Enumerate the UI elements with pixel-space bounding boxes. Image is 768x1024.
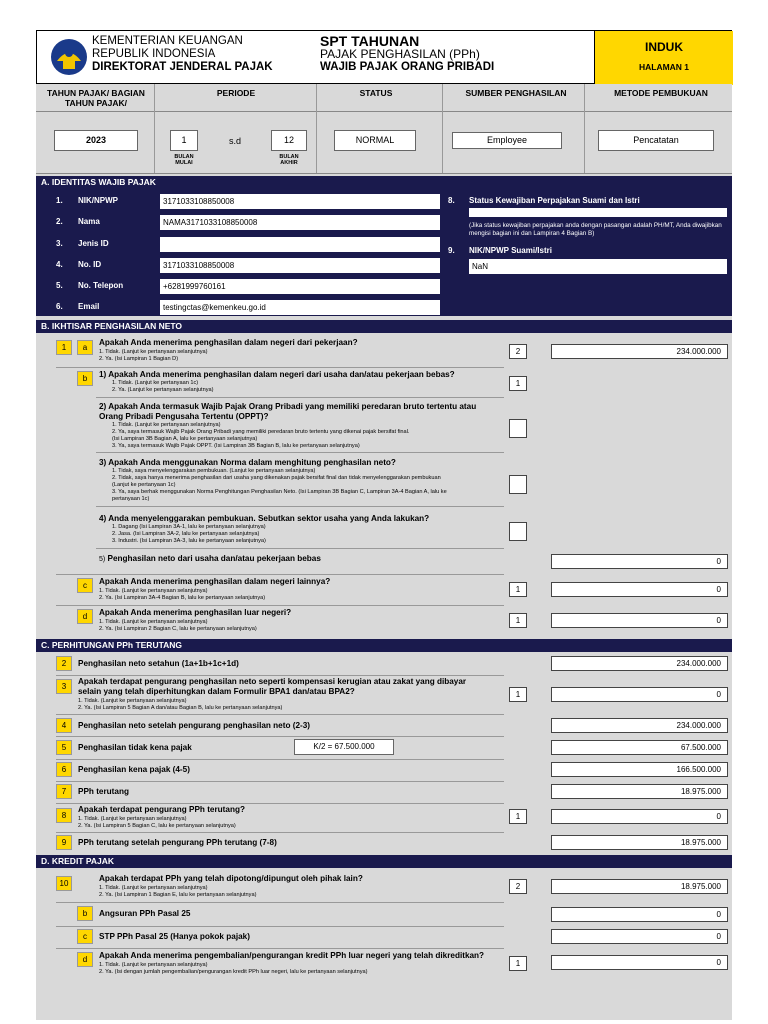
status-suami-istri-input[interactable] [469, 208, 727, 217]
q1b4-answer[interactable] [509, 522, 527, 541]
section-a-header: A. IDENTITAS WAJIB PAJAK [36, 176, 732, 189]
q1d-value[interactable]: 0 [551, 613, 728, 628]
bulan-mulai-field[interactable]: 1 [170, 130, 198, 151]
q1b4-block [99, 514, 429, 524]
field-1-no: 1. [56, 196, 63, 205]
nama-input[interactable]: NAMA3171033108850008 [160, 215, 440, 230]
induk-badge [594, 31, 733, 85]
col-tahun: TAHUN PAJAK/ BAGIAN TAHUN PAJAK/ [47, 88, 145, 108]
field-8-note: (Jika status kewajiban perpajakan anda dengan pasangan adalah PH/MT, Anda diwajibkan mengisi bagian ini dan Lampiran 4 Bagian B) [469, 222, 722, 237]
field-8-label: Status Kewajiban Perpajakan Suami dan Istri [469, 196, 640, 205]
telepon-input[interactable]: +6281999760161 [160, 279, 440, 294]
form-header [36, 30, 732, 84]
r3-text: Apakah terdapat pengurang penghasilan neto seperti kompensasi kerugian atau zakat yang dibayar selain yang telah diperhitungkan dalam Formulir BPA1 dan/atau BPA2? [78, 677, 467, 696]
q1b3-opt1: 1. Tidak, saya menyelenggarakan pembukuan. (Lanjut ke pertanyaan selanjutnya) [112, 468, 316, 474]
row-1d-letter: d [77, 609, 93, 624]
q1b4-opt2: 2. Jasa. (Isi Lampiran 3A-2, lalu ke pertanyaan selanjutnya) [112, 531, 260, 537]
row-10b-letter: b [77, 906, 93, 921]
r9-value[interactable]: 18.975.000 [551, 835, 728, 850]
r10b-value[interactable]: 0 [551, 907, 728, 922]
field-9-label: NIK/NPWP Suami/Istri [469, 246, 552, 255]
section-c-header: C. PERHITUNGAN PPh TERUTANG [36, 639, 732, 652]
row-10c-letter: c [77, 929, 93, 944]
q1b5-value[interactable]: 0 [551, 554, 728, 569]
q1b4-opt1: 1. Dagang (Isi Lampiran 3A-1, lalu ke pertanyaan selanjutnya) [112, 524, 266, 530]
email-input[interactable]: testingctas@kemenkeu.go.id [160, 300, 440, 315]
ministry-line-1: KEMENTERIAN KEUANGAN [92, 35, 243, 47]
q1a-opt1: 1. Tidak. (Lanjut ke pertanyaan selanjutnya) [99, 349, 208, 355]
column-headers [36, 84, 732, 112]
row-10d-letter: d [77, 952, 93, 967]
q1c-opt2: 2. Ya. (Isi Lampiran 3A-4 Bagian B, lalu ke pertanyaan selanjutnya) [99, 595, 266, 601]
q1b2-answer[interactable] [509, 419, 527, 438]
field-6-label: Email [78, 302, 100, 311]
q1b1-text: Apakah Anda menerima penghasilan dalam negeri dari usaha dan/atau pekerjaan bebas? [108, 370, 455, 379]
r10c-text: STP PPh Pasal 25 (Hanya pokok pajak) [99, 932, 250, 941]
r2-text: Penghasilan neto setahun (1a+1b+1c+1d) [78, 659, 239, 668]
q1a-opt2: 2. Ya. (Isi Lampiran 1 Bagian D) [99, 356, 179, 362]
spt-form [36, 30, 732, 1020]
r10a-opt2: 2. Ya. (Isi Lampiran 1 Bagian E, lalu ke pertanyaan selanjutnya) [99, 892, 257, 898]
field-2-label: Nama [78, 217, 100, 226]
q1b3-prefix: 3) [99, 458, 107, 467]
r9-text: PPh terutang setelah pengurang PPh terutang (7-8) [78, 838, 277, 847]
r10d-opt1: 1. Tidak. (Lanjut ke pertanyaan selanjutnya) [99, 962, 208, 968]
r10a-answer[interactable]: 2 [509, 879, 527, 894]
r8-opt1: 1. Tidak. (Lanjut ke pertanyaan selanjutnya) [78, 816, 187, 822]
q1c-opt1: 1. Tidak. (Lanjut ke pertanyaan selanjutnya) [99, 588, 208, 594]
q1d-answer[interactable]: 1 [509, 613, 527, 628]
r7-text: PPh terutang [78, 787, 129, 796]
row-3-number: 3 [56, 679, 72, 694]
q1b3-answer[interactable] [509, 475, 527, 494]
r5-text: Penghasilan tidak kena pajak [78, 743, 192, 752]
r10a-opt1: 1. Tidak. (Lanjut ke pertanyaan selanjutnya) [99, 885, 208, 891]
q1a-value[interactable]: 234.000.000 [551, 344, 728, 359]
r4-text: Penghasilan neto setelah pengurang penghasilan neto (2-3) [78, 721, 311, 730]
q1b1-prefix: 1) [99, 370, 107, 379]
field-2-no: 2. [56, 217, 63, 226]
q1b2-opt1: 1. Tidak. (Lanjut ke pertanyaan selanjutnya) [112, 422, 221, 428]
r6-text: Penghasilan kena pajak (4-5) [78, 765, 190, 774]
r10d-text: Apakah Anda menerima pengembalian/pengurangan kredit PPh luar negeri yang telah dikreditkan? [99, 951, 485, 960]
col-sumber: SUMBER PENGHASILAN [465, 88, 567, 98]
q1b2-block [99, 402, 489, 422]
q1b3-text: Apakah Anda menggunakan Norma dalam menghitung penghasilan neto? [108, 458, 396, 467]
ministry-name [92, 35, 273, 74]
q1c-value[interactable]: 0 [551, 582, 728, 597]
q1b5-text: Penghasilan neto dari usaha dan/atau pekerjaan bebas [107, 554, 321, 563]
spt-title-block [320, 35, 494, 74]
tahun-field[interactable]: 2023 [54, 130, 138, 151]
section-b-header: B. IKHTISAR PENGHASILAN NETO [36, 320, 732, 333]
r7-value[interactable]: 18.975.000 [551, 784, 728, 799]
field-3-no: 3. [56, 239, 63, 248]
r6-value[interactable]: 166.500.000 [551, 762, 728, 777]
q1b2-opt2b: (Isi Lampiran 3B Bagian A, lalu ke pertanyaan selanjutnya) [112, 436, 258, 442]
q1d-text: Apakah Anda menerima penghasilan luar negeri? [99, 608, 292, 617]
field-9-no: 9. [448, 246, 455, 255]
row-2-number: 2 [56, 656, 72, 671]
r10d-opt2: 2. Ya. (Isi dengan jumlah pengembalian/pengurangan kredit PPh luar negeri, lalu ke pertanyaan selanjutnya) [99, 969, 368, 975]
q1b5-block [99, 554, 321, 564]
r10d-answer[interactable]: 1 [509, 956, 527, 971]
spt-subtitle: PAJAK PENGHASILAN (PPh) [320, 47, 480, 61]
row-1a-letter: a [77, 340, 93, 355]
r3-answer[interactable]: 1 [509, 687, 527, 702]
row-6-number: 6 [56, 762, 72, 777]
q1b2-prefix: 2) [99, 402, 107, 411]
q1a-text: Apakah Anda menerima penghasilan dalam negeri dari pekerjaan? [99, 338, 358, 347]
col-metode: METODE PEMBUKUAN [614, 88, 708, 98]
status-field[interactable]: NORMAL [334, 130, 416, 151]
r10b-text: Angsuran PPh Pasal 25 [99, 909, 191, 918]
row-9-number: 9 [56, 835, 72, 850]
q1b1-opt2: 2. Ya. (Lanjut ke pertanyaan selanjutnya) [112, 387, 214, 393]
q1b1-opt1: 1. Tidak. (Lanjut ke pertanyaan 1c) [112, 380, 199, 386]
ministry-line-3: DIREKTORAT JENDERAL PAJAK [92, 61, 273, 73]
q1d-opt2: 2. Ya. (Isi Lampiran 2 Bagian C, lalu ke pertanyaan selanjutnya) [99, 626, 257, 632]
identity-panel [36, 189, 732, 316]
q1b1-answer[interactable]: 1 [509, 376, 527, 391]
q1b3-opt2b: (Lanjut ke pertanyaan 1c) [112, 482, 176, 488]
no-id-input[interactable]: 3171033108850008 [160, 258, 440, 273]
row-8-number: 8 [56, 808, 72, 823]
r5-value[interactable]: 67.500.000 [551, 740, 728, 755]
q1d-opt1: 1. Tidak. (Lanjut ke pertanyaan selanjutnya) [99, 619, 208, 625]
row-1-number: 1 [56, 340, 72, 355]
q1b3-opt3: 3. Ya, saya berhak menggunakan Norma Penghitungan Penghasilan Neto. (Isi Lampiran 3B Bagian C, Lampiran 3A-4 Bagian A, lalu ke [112, 489, 447, 495]
r3-value[interactable]: 0 [551, 687, 728, 702]
row-4-number: 4 [56, 718, 72, 733]
r10a-text: Apakah terdapat PPh yang telah dipotong/dipungut oleh pihak lain? [99, 874, 363, 883]
r8-opt2: 2. Ya. (Isi Lampiran 5 Bagian C, lalu ke pertanyaan selanjutnya) [78, 823, 236, 829]
q1b3-opt2: 2. Tidak, saya hanya menerima penghasilan dari usaha yang dikenakan pajak bersifat final dan tidak menyelenggarakan pembukuan [112, 475, 441, 481]
q1b2-opt2: 2. Ya, saya termasuk Wajib Pajak Orang Pribadi yang memiliki peredaran bruto tertentu yang dikenai pajak bersifat final. [112, 429, 410, 435]
r8-answer[interactable]: 1 [509, 809, 527, 824]
bulan-mulai-label: BULAN MULAI [174, 154, 194, 166]
q1a-answer[interactable]: 2 [509, 344, 527, 359]
q1b2-text: Apakah Anda termasuk Wajib Pajak Orang Pribadi yang memiliki peredaran bruto tertentu atau Orang Pribadi Pengusaha Tertentu (OPPT)? [99, 402, 477, 421]
field-4-no: 4. [56, 260, 63, 269]
spt-title: SPT TAHUNAN [320, 33, 420, 49]
bulan-akhir-label: BULAN AKHIR [279, 154, 299, 166]
col-status: STATUS [359, 88, 393, 98]
r8-value[interactable]: 0 [551, 809, 728, 824]
metode-field[interactable]: Pencatatan [598, 130, 714, 151]
q1b4-text: Anda menyelenggarakan pembukuan. Sebutkan sektor usaha yang Anda lakukan? [108, 514, 430, 523]
period-values [36, 112, 732, 174]
q1b5-prefix: 5) [99, 556, 106, 563]
q1b3-opt3b: pertanyaan 1c) [112, 496, 150, 502]
r2-value[interactable]: 234.000.000 [551, 656, 728, 671]
section-d-header: D. KREDIT PAJAK [36, 855, 732, 868]
npwp-pasangan-input[interactable]: NaN [469, 259, 727, 274]
q1b4-opt3: 3. Industri. (Isi Lampiran 3A-3, lalu ke pertanyaan selanjutnya) [112, 538, 266, 544]
row-7-number: 7 [56, 784, 72, 799]
r10a-value[interactable]: 18.975.000 [551, 879, 728, 894]
ministry-line-2: REPUBLIK INDONESIA [92, 48, 216, 60]
jenis-id-input[interactable] [160, 237, 440, 252]
nik-npwp-input[interactable]: 3171033108850008 [160, 194, 440, 209]
q1c-answer[interactable]: 1 [509, 582, 527, 597]
field-3-label: Jenis ID [78, 239, 109, 248]
q1b2-opt3: 3. Ya, saya termasuk Wajib Pajak OPPT. (Isi Lampiran 3B Bagian B, lalu ke pertanyaan selanjutnya) [112, 443, 360, 449]
field-5-no: 5. [56, 281, 63, 290]
r10c-value[interactable]: 0 [551, 929, 728, 944]
q1b3-block [99, 458, 396, 468]
q1b4-prefix: 4) [99, 514, 107, 523]
bulan-akhir-field[interactable]: 12 [271, 130, 307, 151]
sd-label: s.d [229, 136, 242, 146]
induk-label: INDUK [645, 40, 683, 54]
row-1c-letter: c [77, 578, 93, 593]
q1c-text: Apakah Anda menerima penghasilan dalam negeri lainnya? [99, 577, 331, 586]
r3-opt1: 1. Tidak. (Lanjut ke pertanyaan selanjutnya) [78, 698, 187, 704]
field-1-label: NIK/NPWP [78, 196, 118, 205]
col-periode: PERIODE [216, 88, 256, 98]
ministry-logo-icon [49, 37, 89, 77]
r3-opt2: 2. Ya. (Isi Lampiran 5 Bagian A dan/atau Bagian B, lalu ke pertanyaan selanjutnya) [78, 705, 283, 711]
row-5-number: 5 [56, 740, 72, 755]
r4-value[interactable]: 234.000.000 [551, 718, 728, 733]
field-5-label: No. Telepon [78, 281, 124, 290]
row-1b-letter: b [77, 371, 93, 386]
r8-text: Apakah terdapat pengurang PPh terutang? [78, 805, 245, 814]
field-8-no: 8. [448, 196, 455, 205]
row-10-number: 10 [56, 876, 72, 891]
ptkp-field[interactable]: K/2 = 67.500.000 [294, 739, 394, 755]
q1b1-block [99, 370, 455, 380]
field-4-label: No. ID [78, 260, 102, 269]
field-6-no: 6. [56, 302, 63, 311]
spt-subtitle-2: WAJIB PAJAK ORANG PRIBADI [320, 61, 495, 73]
sumber-field[interactable]: Employee [452, 132, 562, 149]
r10d-value[interactable]: 0 [551, 955, 728, 970]
halaman-label: HALAMAN 1 [638, 62, 690, 72]
